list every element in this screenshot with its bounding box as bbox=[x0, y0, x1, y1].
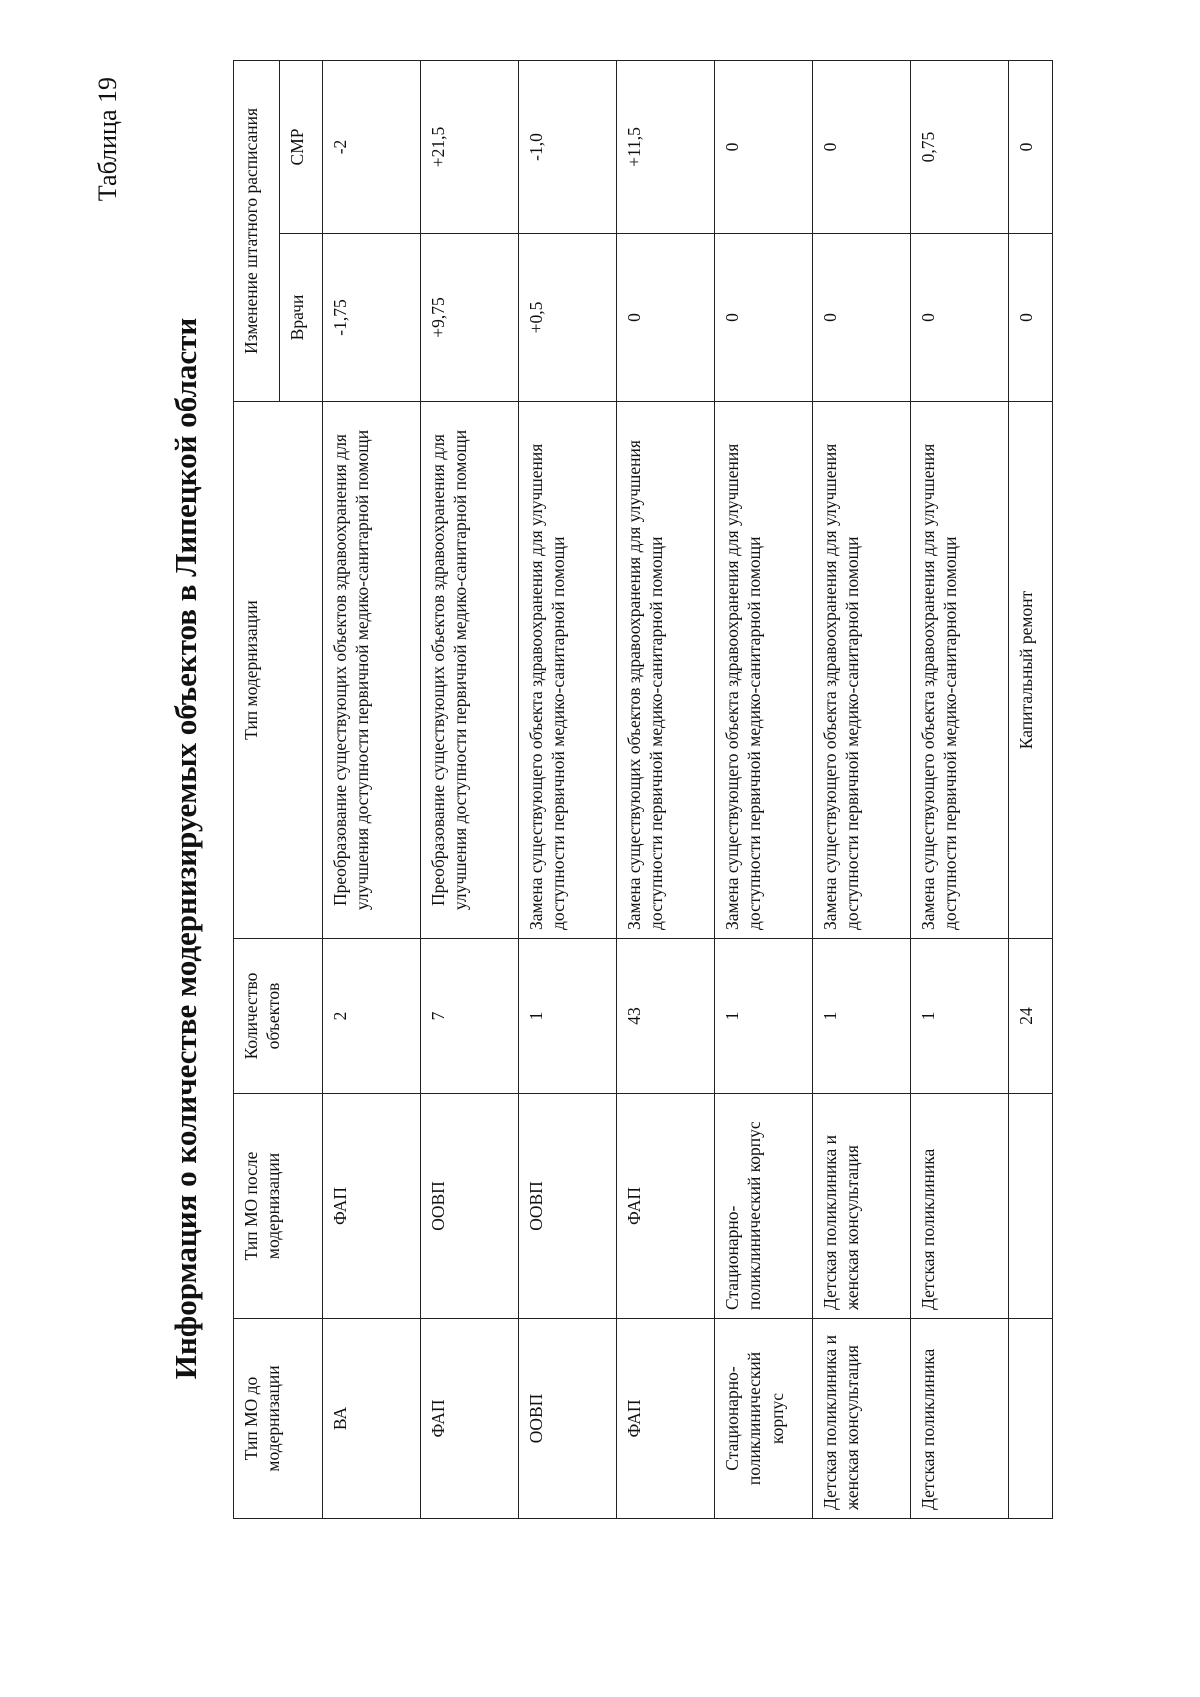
cell-type-after: Детская поликлиника bbox=[911, 1094, 1009, 1319]
cell-doctors: 0 bbox=[911, 234, 1009, 402]
cell-type-before: Детская поликлиника и женская консультация bbox=[813, 1319, 911, 1519]
cell-smr: 0 bbox=[813, 60, 911, 233]
header-type-after: Тип МО после модернизации bbox=[234, 1094, 323, 1319]
cell-type-after: ФАП bbox=[617, 1094, 715, 1319]
cell-smr: +21,5 bbox=[421, 60, 519, 233]
cell-type-before: ВА bbox=[323, 1319, 421, 1519]
cell-smr: +11,5 bbox=[617, 60, 715, 233]
table-row bbox=[813, 60, 911, 1518]
cell-count: 1 bbox=[813, 939, 911, 1094]
cell-type-after: ООВП bbox=[519, 1094, 617, 1319]
cell-modernization-type: Замена существующего объекта здравоохранения для улучшения доступности первичной медико-санитарной помощи bbox=[911, 402, 1009, 939]
cell-smr: 0,75 bbox=[911, 60, 1009, 233]
header-modernization-type: Тип модернизации bbox=[234, 402, 323, 939]
cell-type-before: Детская поликлиника bbox=[911, 1319, 1009, 1519]
header-doctors: Врачи bbox=[280, 234, 323, 402]
header-smr: СМР bbox=[280, 60, 323, 233]
cell-doctors: -1,75 bbox=[323, 234, 421, 402]
cell-type-after bbox=[1009, 1094, 1053, 1319]
cell-type-before: ФАП bbox=[421, 1319, 519, 1519]
document-title: Информация о количестве модернизируемых объектов в Липецкой области bbox=[168, 317, 203, 1380]
cell-count: 1 bbox=[911, 939, 1009, 1094]
table-body bbox=[323, 60, 1053, 1518]
cell-doctors: 0 bbox=[715, 234, 813, 402]
cell-type-before: ООВП bbox=[519, 1319, 617, 1519]
cell-type-after: Стационарно-поликлинический корпус bbox=[715, 1094, 813, 1319]
table-row bbox=[617, 60, 715, 1518]
cell-doctors: +9,75 bbox=[421, 234, 519, 402]
cell-count: 1 bbox=[715, 939, 813, 1094]
cell-count: 1 bbox=[519, 939, 617, 1094]
header-row bbox=[234, 60, 280, 1518]
cell-type-before bbox=[1009, 1319, 1053, 1519]
cell-type-after: Детская поликлиника и женская консультация bbox=[813, 1094, 911, 1319]
table-row bbox=[519, 60, 617, 1518]
cell-modernization-type: Замена существующего объекта здравоохранения для улучшения доступности первичной медико-санитарной помощи bbox=[519, 402, 617, 939]
cell-type-before: ФАП bbox=[617, 1319, 715, 1519]
cell-count: 24 bbox=[1009, 939, 1053, 1094]
cell-modernization-type: Капитальный ремонт bbox=[1009, 402, 1053, 939]
header-type-before: Тип МО до модернизации bbox=[234, 1319, 323, 1519]
header-count: Количество объектов bbox=[234, 939, 323, 1094]
table-row bbox=[323, 60, 421, 1518]
table-header bbox=[234, 60, 323, 1518]
cell-smr: 0 bbox=[1009, 60, 1053, 233]
cell-type-after: ООВП bbox=[421, 1094, 519, 1319]
cell-smr: -1,0 bbox=[519, 60, 617, 233]
table-label: Таблица 19 bbox=[93, 77, 122, 202]
cell-modernization-type: Преобразование существующих объектов здравоохранения для улучшения доступности первичной медико-санитарной помощи bbox=[323, 402, 421, 939]
table-row bbox=[911, 60, 1009, 1518]
cell-doctors: 0 bbox=[617, 234, 715, 402]
modernization-table bbox=[233, 60, 1053, 1519]
cell-doctors: 0 bbox=[1009, 234, 1053, 402]
cell-smr: 0 bbox=[715, 60, 813, 233]
cell-modernization-type: Замена существующих объектов здравоохранения для улучшения доступности первичной медико-санитарной помощи bbox=[617, 402, 715, 939]
table-row bbox=[715, 60, 813, 1518]
cell-doctors: 0 bbox=[813, 234, 911, 402]
cell-doctors: +0,5 bbox=[519, 234, 617, 402]
header-staff-change: Изменение штатного расписания bbox=[234, 60, 280, 401]
cell-count: 2 bbox=[323, 939, 421, 1094]
cell-modernization-type: Замена существующего объекта здравоохранения для улучшения доступности первичной медико-санитарной помощи bbox=[715, 402, 813, 939]
cell-modernization-type: Замена существующего объекта здравоохранения для улучшения доступности первичной медико-санитарной помощи bbox=[813, 402, 911, 939]
cell-type-before: Стационарно-поликлинический корпус bbox=[715, 1319, 813, 1519]
cell-modernization-type: Преобразование существующих объектов здравоохранения для улучшения доступности первичной медико-санитарной помощи bbox=[421, 402, 519, 939]
cell-smr: -2 bbox=[323, 60, 421, 233]
cell-type-after: ФАП bbox=[323, 1094, 421, 1319]
table-row bbox=[1009, 60, 1053, 1518]
cell-count: 43 bbox=[617, 939, 715, 1094]
cell-count: 7 bbox=[421, 939, 519, 1094]
table-row bbox=[421, 60, 519, 1518]
